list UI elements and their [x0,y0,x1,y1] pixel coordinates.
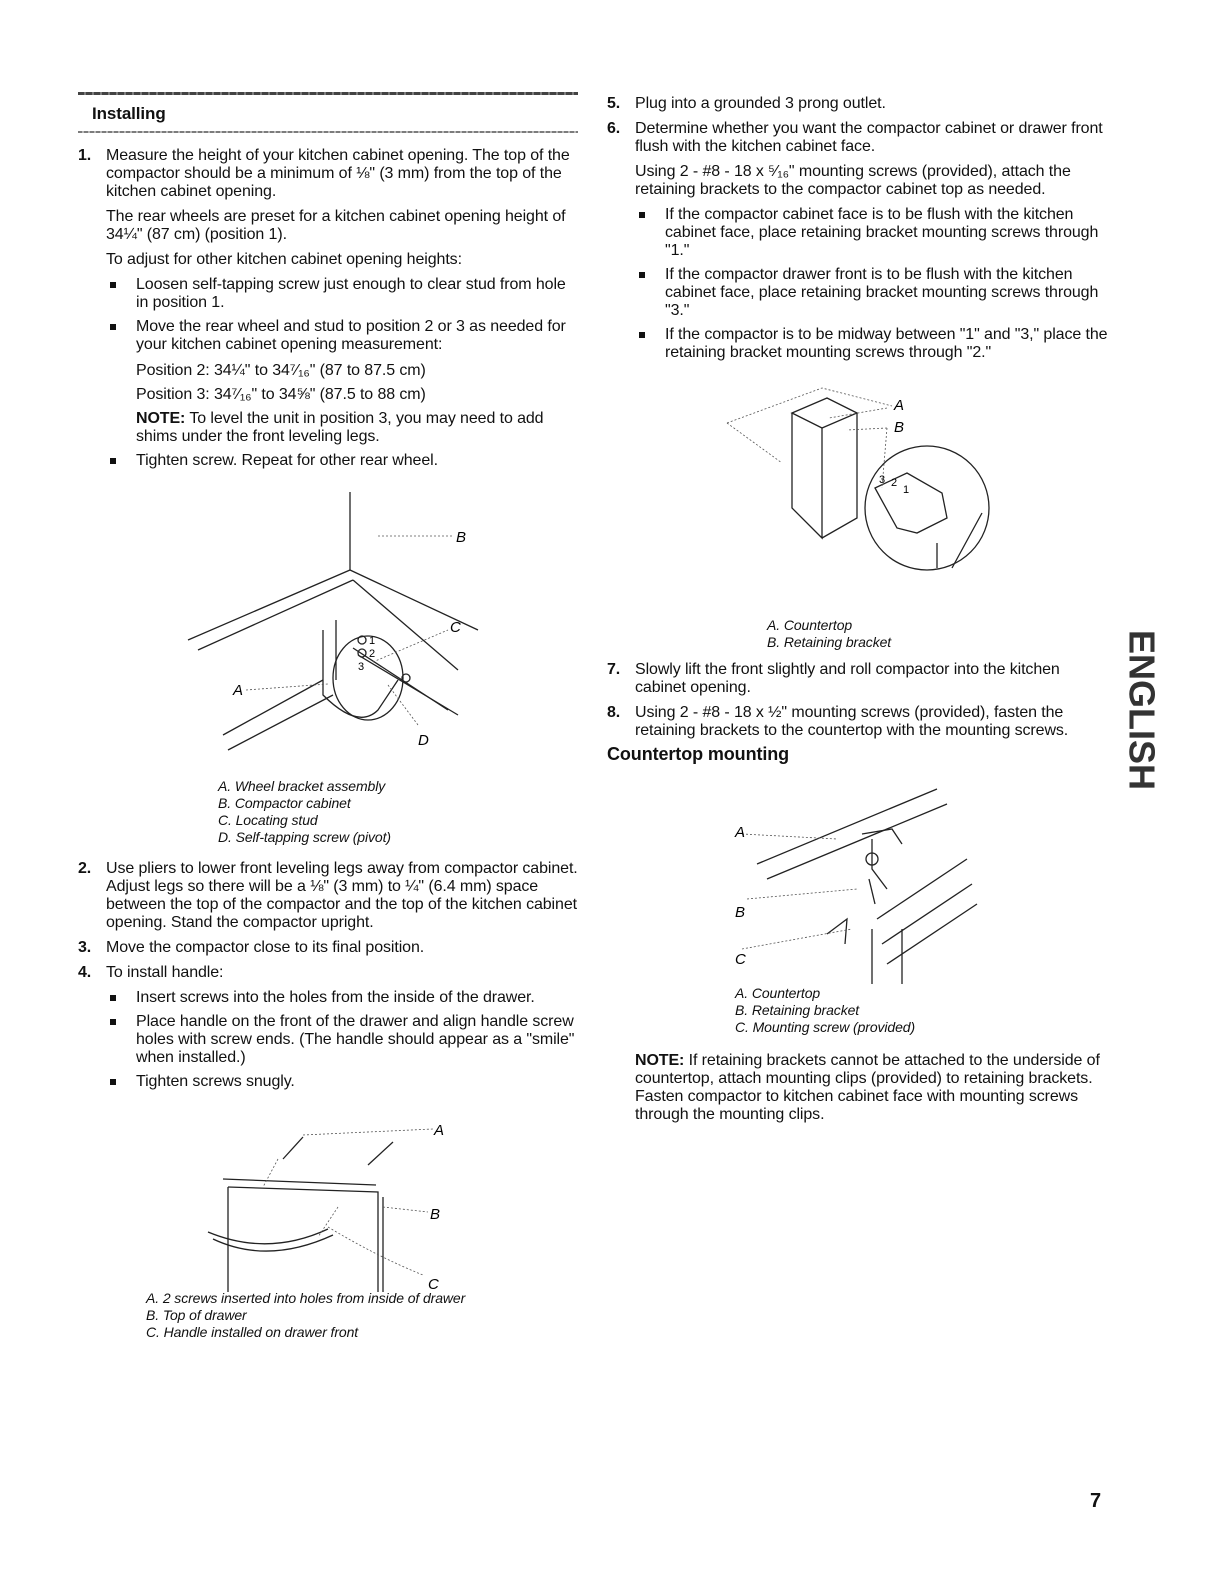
step-number: 1. [78,147,92,164]
step-number: 2. [78,860,92,877]
note [136,410,578,446]
step-number: 6. [607,120,621,137]
callout-b: B [735,904,745,921]
callout-c: C [735,951,746,968]
list-item: Loosen self-tapping screw just enough to clear stud from hole in position 1. [106,276,578,312]
callout-a: A [894,397,904,414]
section-rule-bottom [78,131,578,133]
step-6 [607,120,1112,362]
section-rule-top [78,92,578,95]
position-label-2: 2 [369,648,376,660]
bullet-list [635,206,1112,362]
wheel-bracket-illustration [78,480,578,780]
list-item: If the compactor drawer front is to be flush with the kitchen cabinet face, place retaining bracket mounting screws through "3." [635,266,1112,320]
step-paragraph: The rear wheels are preset for a kitchen cabinet opening height of 34¼" (87 cm) (position 1). [106,208,566,243]
callout-d: D [418,732,429,749]
step-number: 5. [607,95,621,112]
left-column [78,92,578,1341]
caption-line: B. Compactor cabinet [218,795,351,811]
caption-line: A. Wheel bracket assembly [218,778,386,794]
note-label: NOTE: [136,410,186,427]
caption-line: C. Handle installed on drawer front [146,1324,359,1340]
list-item-text: Move the rear wheel and stud to position 2 or 3 as needed for your kitchen cabinet opening measurement: [136,318,566,353]
callout-b: B [894,419,904,436]
note [635,1052,1112,1124]
step-text: Plug into a grounded 3 prong outlet. [635,95,886,112]
countertop-mounting-heading: Countertop mounting [607,744,790,764]
list-item: If the compactor cabinet face is to be flush with the kitchen cabinet face, place retaining bracket mounting screws through "1." [635,206,1112,260]
position-label-2: 2 [891,477,898,489]
step-text: Measure the height of your kitchen cabinet opening. The top of the compactor should be a minimum of ⅛" (3 mm) from the top of the kitchen cabinet opening. [106,147,570,200]
position-label-3: 3 [358,661,365,673]
caption-line: B. Retaining bracket [735,1002,860,1018]
callout-c: C [450,619,461,636]
countertop-figure [607,769,1112,989]
callout-b: B [430,1206,440,1223]
countertop-caption [735,985,1112,1036]
note-text: To level the unit in position 3, you may need to add shims under the front leveling legs. [136,410,544,445]
step-number: 4. [78,964,92,981]
language-tab-graphic [1121,590,1163,830]
list-item [106,318,578,446]
retaining-bracket-figure [607,368,1112,613]
step-text: Slowly lift the front slightly and roll compactor into the kitchen cabinet opening. [635,661,1060,696]
step-number: 8. [607,704,621,721]
step-3 [78,939,578,957]
list-item: Place handle on the front of the drawer and align handle screw holes with screw ends. (The handle should appear as a "smile" when installed.) [106,1013,578,1067]
caption-line: B. Top of drawer [146,1307,247,1323]
callout-a: A [434,1122,444,1139]
position-2-text: Position 2: 34¼" to 34⁷⁄₁₆" (87 to 87.5 cm) [136,362,426,379]
list-item: Tighten screw. Repeat for other rear wheel. [106,452,578,470]
step-number: 3. [78,939,92,956]
step-4 [78,964,578,1091]
caption-line: B. Retaining bracket [767,634,892,650]
callout-a: A [735,824,745,841]
list-item: Tighten screws snugly. [106,1073,578,1091]
step-number: 7. [607,661,621,678]
callout-c: C [428,1276,439,1293]
step-text: Move the compactor close to its final position. [106,939,425,956]
step-text: Use pliers to lower front leveling legs away from compactor cabinet. Adjust legs so there will be a ⅛" (3 mm) to ¼" (6.4 mm) space between the top of the compactor and the top of the kitchen cabinet opening. Stand the compactor upright. [106,860,578,931]
wheel-bracket-caption [218,778,578,846]
step-1 [78,147,578,470]
callout-a: A [233,682,243,699]
step-text: Determine whether you want the compactor cabinet or drawer front flush with the kitchen cabinet face. [635,120,1103,155]
step-5 [607,95,1112,113]
caption-line: A. 2 screws inserted into holes from inside of drawer [146,1290,466,1306]
step-paragraph: Using 2 - #8 - 18 x ⁵⁄₁₆" mounting screws (provided), attach the retaining brackets to the compactor cabinet top as needed. [635,163,1071,198]
step-2 [78,860,578,932]
countertop-illustration [607,769,1112,989]
bullet-list [106,989,578,1091]
caption-line: A. Countertop [767,617,853,633]
position-label-1: 1 [369,635,376,647]
drawer-handle-illustration [78,1097,578,1312]
position-label-3: 3 [879,474,886,486]
caption-line: A. Countertop [735,985,821,1001]
page-number: 7 [1090,1490,1102,1512]
section-title: Installing [92,104,166,123]
position-label-1: 1 [903,484,910,496]
wheel-bracket-figure [78,480,578,780]
right-column [607,95,1112,1131]
callout-b: B [456,529,466,546]
caption-line: C. Locating stud [218,812,318,828]
caption-line: D. Self-tapping screw (pivot) [218,829,391,845]
language-side-tab [1121,590,1163,830]
list-item: Insert screws into the holes from the inside of the drawer. [106,989,578,1007]
note-label: NOTE: [635,1052,685,1069]
list-item: If the compactor is to be midway between "1" and "3," place the retaining bracket mounting screws through "2." [635,326,1112,362]
caption-line: C. Mounting screw (provided) [735,1019,916,1035]
drawer-handle-figure [78,1097,578,1312]
note-text: If retaining brackets cannot be attached to the underside of countertop, attach mounting clips (provided) to retaining brackets. Fasten compactor to kitchen cabinet face with mounting screws through the mounting clips. [635,1052,1100,1123]
step-paragraph: To adjust for other kitchen cabinet opening heights: [106,251,462,268]
step-7 [607,661,1112,697]
step-8 [607,704,1112,740]
step-text: Using 2 - #8 - 18 x ½" mounting screws (provided), fasten the retaining brackets to the countertop with the mounting screws. [635,704,1069,739]
retaining-bracket-illustration [607,368,1112,613]
bullet-list [106,276,578,470]
step-text: To install handle: [106,964,224,981]
retaining-bracket-caption [767,617,1112,651]
side-tab-text: ENGLISH [1121,629,1163,791]
position-3-text: Position 3: 34⁷⁄₁₆" to 34⅝" (87.5 to 88 cm) [136,386,426,403]
